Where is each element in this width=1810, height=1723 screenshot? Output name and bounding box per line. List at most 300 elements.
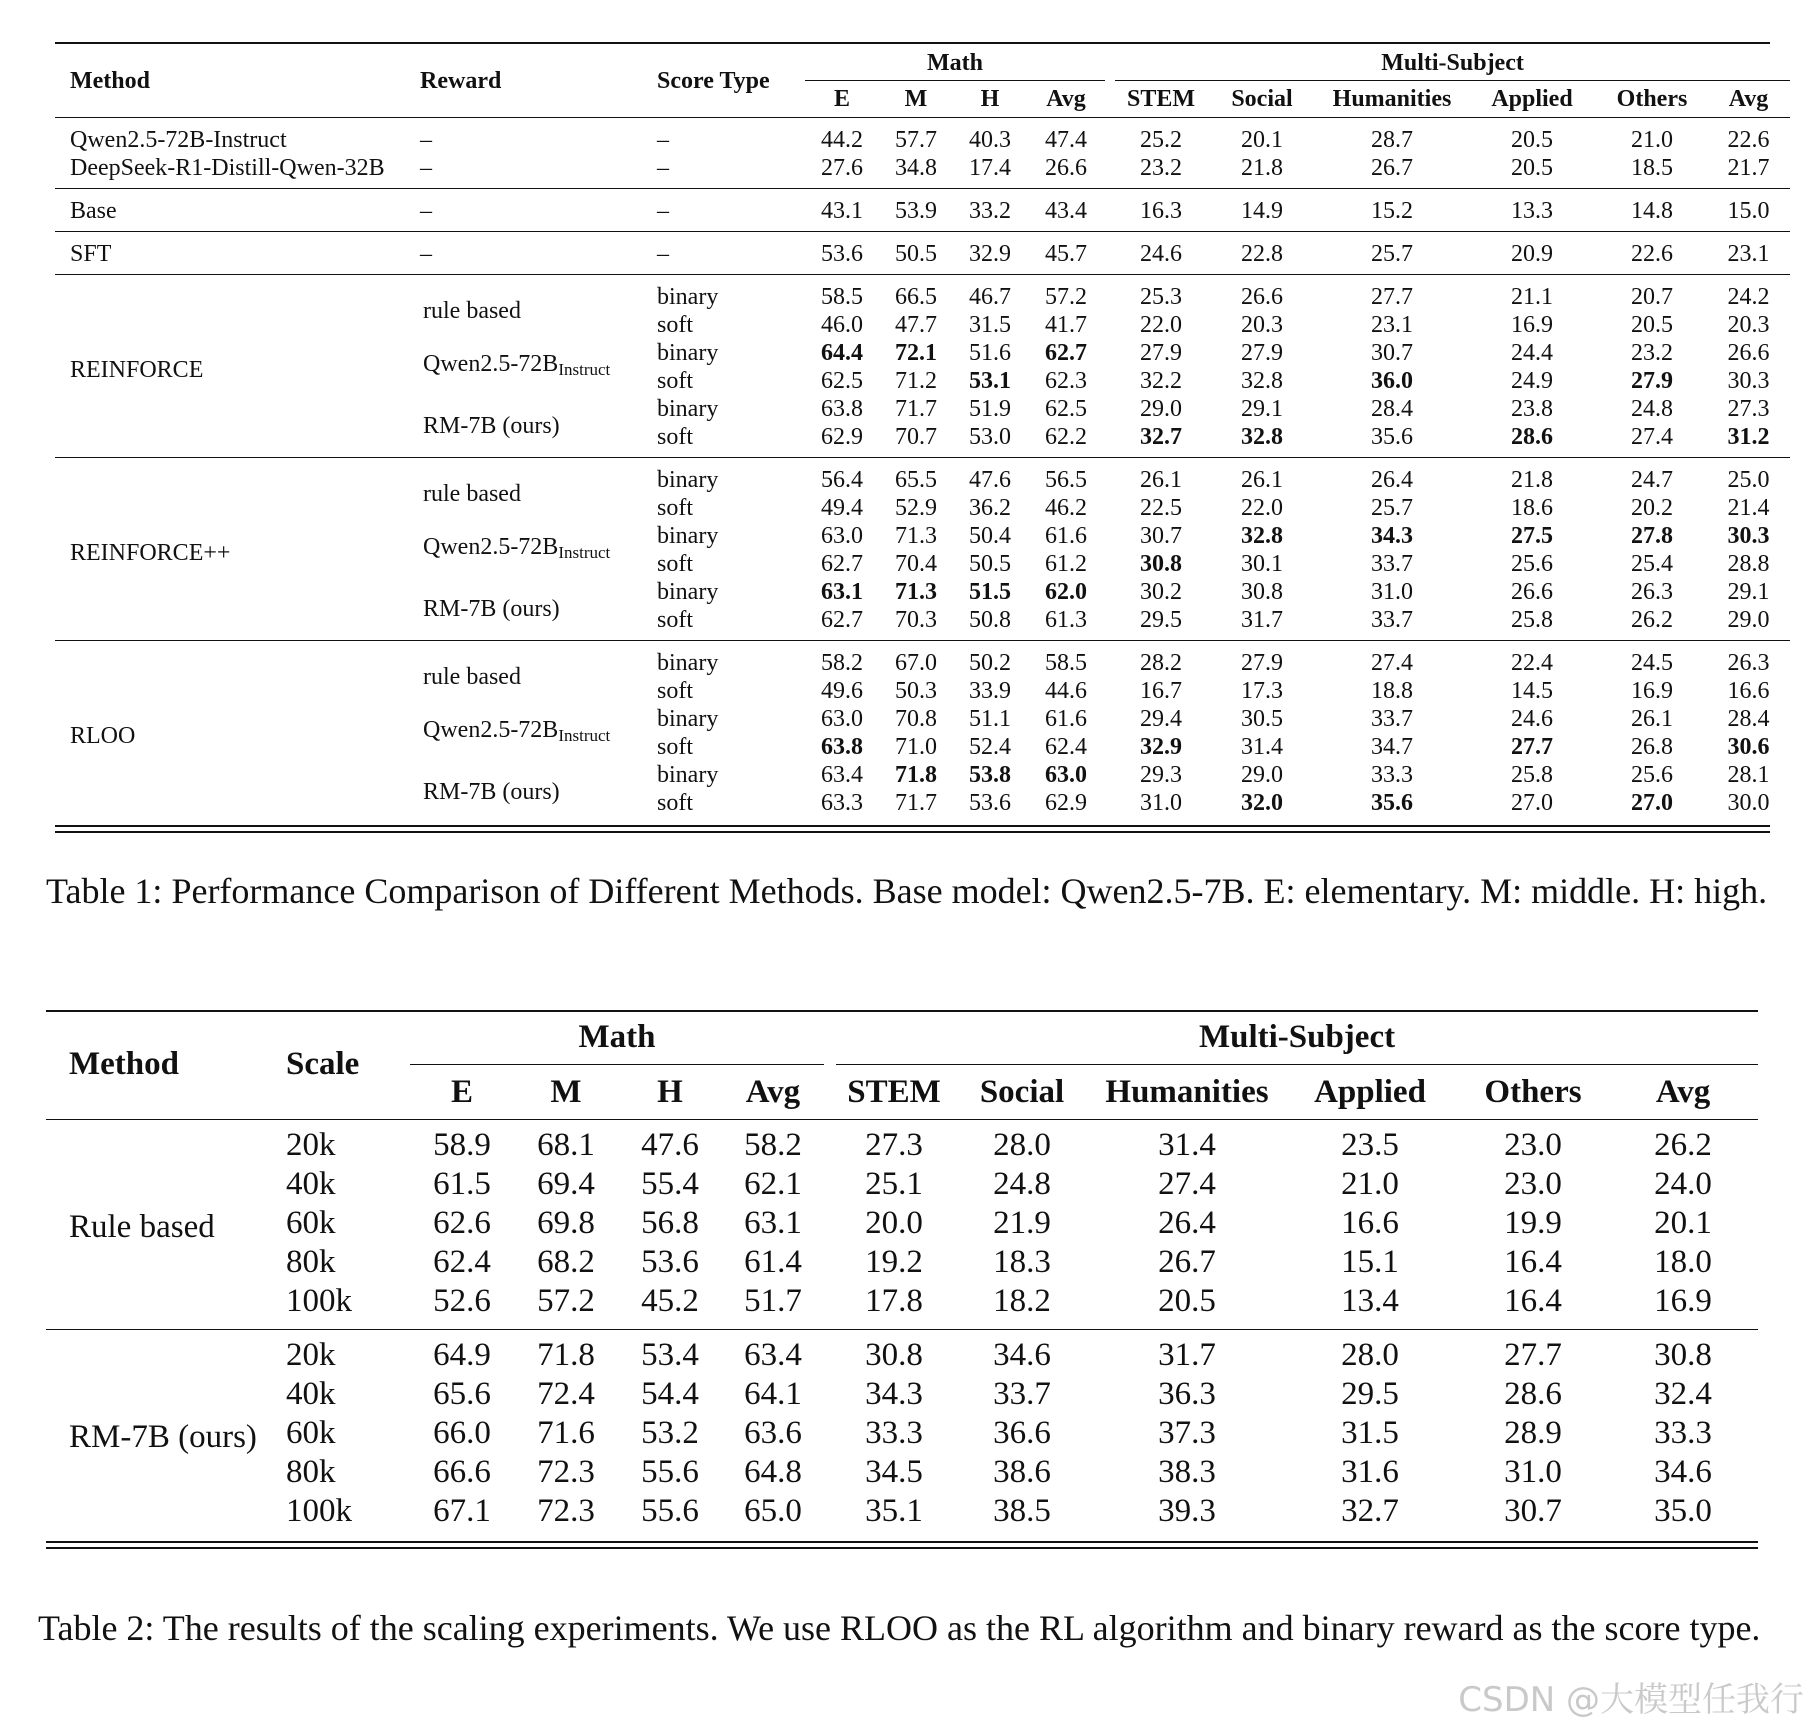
table-2-caption: Table 2: The results of the scaling experiments. We use RLOO as the RL algorithm and binary reward as the score type. bbox=[38, 1608, 1761, 1648]
value-cell: 52.6 bbox=[433, 1283, 491, 1319]
table-row bbox=[55, 232, 1790, 275]
value-cell: 23.2 bbox=[1631, 340, 1673, 366]
value-cell: 32.7 bbox=[1341, 1493, 1399, 1529]
scale-cell: 40k bbox=[286, 1376, 336, 1412]
value-cell: 64.8 bbox=[744, 1454, 802, 1490]
value-cell: 27.3 bbox=[865, 1127, 923, 1163]
value-cell: 53.6 bbox=[641, 1244, 699, 1280]
score-cell: soft bbox=[657, 495, 693, 521]
value-cell: 72.3 bbox=[537, 1493, 595, 1529]
value-cell: 44.6 bbox=[1045, 678, 1087, 704]
value-cell: 24.0 bbox=[1654, 1166, 1712, 1202]
table-row bbox=[55, 118, 1790, 155]
reward-label: Qwen2.5-72B bbox=[423, 534, 559, 560]
value-cell: 25.1 bbox=[865, 1166, 923, 1202]
method-cell: RLOO bbox=[70, 723, 136, 749]
score-cell: binary bbox=[657, 650, 719, 676]
value-cell: 51.7 bbox=[744, 1283, 802, 1319]
value-cell: 20.2 bbox=[1631, 495, 1673, 521]
section-rule-based bbox=[46, 1120, 1758, 1330]
value-cell: 15.1 bbox=[1341, 1244, 1399, 1280]
value-cell: 58.5 bbox=[821, 284, 863, 310]
value-cell: 70.3 bbox=[895, 607, 937, 633]
value-cell: 16.6 bbox=[1727, 678, 1770, 704]
value-cell: 15.0 bbox=[1727, 198, 1770, 224]
value-cell: 31.0 bbox=[1504, 1454, 1562, 1490]
value-cell: 34.7 bbox=[1371, 734, 1413, 760]
value-cell: 50.8 bbox=[969, 607, 1011, 633]
value-cell: 22.0 bbox=[1140, 312, 1182, 338]
value-cell: 63.1 bbox=[744, 1205, 802, 1241]
value-cell: 29.1 bbox=[1241, 396, 1283, 422]
value-cell: 32.7 bbox=[1140, 424, 1182, 450]
value-cell: 62.7 bbox=[821, 551, 863, 577]
value-cell: 16.9 bbox=[1631, 678, 1673, 704]
value-cell: 25.2 bbox=[1140, 127, 1182, 153]
value-cell: 33.3 bbox=[865, 1415, 923, 1451]
value-cell: 29.5 bbox=[1140, 607, 1182, 633]
value-cell: 16.6 bbox=[1341, 1205, 1399, 1241]
value-cell: 61.3 bbox=[1045, 607, 1087, 633]
value-cell: 18.6 bbox=[1511, 495, 1553, 521]
value-cell: 55.6 bbox=[641, 1454, 699, 1490]
score-cell: binary bbox=[657, 396, 719, 422]
header-stem: STEM bbox=[1126, 85, 1195, 112]
value-cell: 67.1 bbox=[433, 1493, 491, 1529]
value-cell: 65.5 bbox=[895, 467, 937, 493]
table-row bbox=[46, 1120, 1758, 1166]
value-cell: 66.5 bbox=[895, 284, 937, 310]
value-cell: 22.5 bbox=[1140, 495, 1182, 521]
value-cell: 64.9 bbox=[433, 1337, 491, 1373]
header-method: Method bbox=[70, 68, 150, 94]
score-cell: soft bbox=[657, 790, 693, 816]
table-2 bbox=[46, 1010, 1758, 1539]
method-cell: Base bbox=[70, 198, 117, 224]
header-math-avg: Avg bbox=[1046, 85, 1086, 112]
header-multi-subject-group: Multi-Subject bbox=[1115, 42, 1790, 81]
reward-cell bbox=[420, 339, 657, 395]
value-cell: 16.3 bbox=[1140, 198, 1182, 224]
scale-cell: 80k bbox=[286, 1454, 336, 1490]
value-cell: 20.1 bbox=[1654, 1205, 1712, 1241]
value-cell: 56.4 bbox=[821, 467, 863, 493]
header-math-group: Math bbox=[410, 1010, 824, 1065]
header-math-m: M bbox=[550, 1073, 582, 1110]
header-method: Method bbox=[69, 1046, 179, 1082]
value-cell: 25.7 bbox=[1371, 495, 1413, 521]
table-row bbox=[46, 1165, 1758, 1204]
value-cell: 27.3 bbox=[1727, 396, 1770, 422]
value-cell: 18.0 bbox=[1654, 1244, 1712, 1280]
header-social: Social bbox=[979, 1073, 1065, 1110]
value-cell: 33.7 bbox=[1371, 706, 1413, 732]
value-cell: 58.2 bbox=[744, 1127, 802, 1163]
table-2-top-rule bbox=[46, 1010, 1758, 1012]
value-cell: 21.9 bbox=[993, 1205, 1051, 1241]
value-cell: 31.5 bbox=[969, 312, 1011, 338]
value-cell: 62.2 bbox=[1045, 424, 1087, 450]
score-cell: soft bbox=[657, 368, 693, 394]
method-cell: REINFORCE++ bbox=[70, 540, 231, 566]
value-cell: 20.5 bbox=[1158, 1283, 1216, 1319]
value-cell: 61.6 bbox=[1045, 523, 1087, 549]
score-cell: binary bbox=[657, 762, 719, 788]
value-cell: 55.6 bbox=[641, 1493, 699, 1529]
value-cell: 47.6 bbox=[641, 1127, 699, 1163]
value-cell: 31.0 bbox=[1140, 790, 1182, 816]
value-cell: 26.6 bbox=[1241, 284, 1283, 310]
value-cell: 17.4 bbox=[969, 155, 1011, 181]
value-cell: 61.5 bbox=[433, 1166, 491, 1202]
value-cell: 20.3 bbox=[1727, 312, 1770, 338]
value-cell: 71.0 bbox=[895, 734, 937, 760]
header-applied: Applied bbox=[1491, 85, 1573, 112]
value-cell: 35.0 bbox=[1654, 1493, 1712, 1529]
value-cell: 20.5 bbox=[1511, 155, 1553, 181]
score-cell: soft bbox=[657, 312, 693, 338]
value-cell: 47.4 bbox=[1045, 127, 1087, 153]
value-cell: 43.4 bbox=[1045, 198, 1087, 224]
value-cell: 62.5 bbox=[821, 368, 863, 394]
value-cell: 31.4 bbox=[1241, 734, 1283, 760]
value-cell: 30.0 bbox=[1727, 790, 1770, 816]
reward-cell: rule based bbox=[423, 481, 521, 507]
value-cell: 61.2 bbox=[1045, 551, 1087, 577]
scale-cell: 80k bbox=[286, 1244, 336, 1280]
value-cell: 32.9 bbox=[969, 241, 1011, 267]
table-row bbox=[46, 1414, 1758, 1453]
value-cell: 28.0 bbox=[993, 1127, 1051, 1163]
scale-cell: 20k bbox=[286, 1127, 336, 1163]
value-cell: 32.8 bbox=[1241, 523, 1283, 549]
value-cell: 20.1 bbox=[1241, 127, 1283, 153]
scale-cell: 100k bbox=[286, 1283, 352, 1319]
value-cell: 20.9 bbox=[1511, 241, 1553, 267]
value-cell: 31.5 bbox=[1341, 1415, 1399, 1451]
value-cell: 72.3 bbox=[537, 1454, 595, 1490]
value-cell: 18.8 bbox=[1371, 678, 1413, 704]
header-scale: Scale bbox=[286, 1046, 360, 1082]
value-cell: 34.5 bbox=[865, 1454, 923, 1490]
reward-cell: RM-7B (ours) bbox=[423, 596, 560, 622]
value-cell: 72.1 bbox=[895, 340, 937, 366]
value-cell: 25.3 bbox=[1140, 284, 1182, 310]
table-row bbox=[46, 1453, 1758, 1492]
value-cell: 27.5 bbox=[1511, 523, 1553, 549]
value-cell: 27.9 bbox=[1241, 650, 1283, 676]
score-cell: – bbox=[657, 155, 669, 181]
value-cell: 13.4 bbox=[1341, 1283, 1399, 1319]
value-cell: 63.0 bbox=[1045, 762, 1087, 788]
value-cell: 64.1 bbox=[744, 1376, 802, 1412]
table-row bbox=[55, 189, 1790, 232]
value-cell: 51.6 bbox=[969, 340, 1011, 366]
value-cell: 27.9 bbox=[1140, 340, 1182, 366]
value-cell: 25.4 bbox=[1631, 551, 1673, 577]
value-cell: 30.3 bbox=[1727, 523, 1770, 549]
value-cell: 26.8 bbox=[1631, 734, 1673, 760]
value-cell: 30.5 bbox=[1241, 706, 1283, 732]
table-1-caption: Table 1: Performance Comparison of Different Methods. Base model: Qwen2.5-7B. E: elementary. M: middle. H: high. bbox=[46, 871, 1768, 911]
header-math-e: E bbox=[450, 1073, 473, 1110]
value-cell: 22.4 bbox=[1511, 650, 1553, 676]
table-row bbox=[46, 1282, 1758, 1330]
value-cell: 65.6 bbox=[433, 1376, 491, 1412]
section-reinforce-plus-plus bbox=[55, 458, 1790, 641]
value-cell: 62.1 bbox=[744, 1166, 802, 1202]
value-cell: 25.7 bbox=[1371, 241, 1413, 267]
table-row bbox=[55, 275, 1790, 312]
value-cell: 57.2 bbox=[537, 1283, 595, 1319]
value-cell: 29.1 bbox=[1727, 579, 1770, 605]
value-cell: 28.1 bbox=[1727, 762, 1770, 788]
score-cell: – bbox=[657, 241, 669, 267]
score-cell: binary bbox=[657, 706, 719, 732]
value-cell: 24.8 bbox=[1631, 396, 1673, 422]
value-cell: 22.8 bbox=[1241, 241, 1283, 267]
value-cell: 53.4 bbox=[641, 1337, 699, 1373]
value-cell: 20.5 bbox=[1631, 312, 1673, 338]
value-cell: 26.3 bbox=[1631, 579, 1673, 605]
header-math-group: Math bbox=[805, 42, 1105, 81]
value-cell: 27.9 bbox=[1631, 368, 1673, 394]
method-cell: SFT bbox=[70, 241, 112, 267]
value-cell: 72.4 bbox=[537, 1376, 595, 1412]
method-cell: Rule based bbox=[69, 1209, 215, 1245]
value-cell: 34.3 bbox=[1371, 523, 1413, 549]
value-cell: 49.6 bbox=[821, 678, 863, 704]
value-cell: 61.4 bbox=[744, 1244, 802, 1280]
value-cell: 26.4 bbox=[1158, 1205, 1216, 1241]
value-cell: 46.7 bbox=[969, 284, 1011, 310]
scale-cell: 60k bbox=[286, 1205, 336, 1241]
table-row bbox=[46, 1492, 1758, 1539]
value-cell: 58.2 bbox=[821, 650, 863, 676]
value-cell: 24.7 bbox=[1631, 467, 1673, 493]
value-cell: 51.9 bbox=[969, 396, 1011, 422]
value-cell: 38.6 bbox=[993, 1454, 1051, 1490]
value-cell: 26.6 bbox=[1511, 579, 1553, 605]
value-cell: 62.4 bbox=[433, 1244, 491, 1280]
value-cell: 25.8 bbox=[1511, 762, 1553, 788]
value-cell: 62.7 bbox=[1045, 340, 1087, 366]
header-score-type: Score Type bbox=[657, 68, 770, 94]
value-cell: 33.9 bbox=[969, 678, 1011, 704]
value-cell: 32.4 bbox=[1654, 1376, 1712, 1412]
value-cell: 28.4 bbox=[1727, 706, 1770, 732]
value-cell: 17.8 bbox=[865, 1283, 923, 1319]
value-cell: 62.5 bbox=[1045, 396, 1087, 422]
value-cell: 37.3 bbox=[1158, 1415, 1216, 1451]
value-cell: 29.0 bbox=[1241, 762, 1283, 788]
value-cell: 16.7 bbox=[1140, 678, 1182, 704]
reward-label: Qwen2.5-72B bbox=[423, 717, 559, 743]
value-cell: 50.5 bbox=[969, 551, 1011, 577]
reward-label-subscript: Instruct bbox=[558, 543, 611, 562]
value-cell: 70.8 bbox=[895, 706, 937, 732]
value-cell: 52.4 bbox=[969, 734, 1011, 760]
table-2-header bbox=[46, 1010, 1758, 1120]
value-cell: 57.2 bbox=[1045, 284, 1087, 310]
value-cell: 20.3 bbox=[1241, 312, 1283, 338]
section-rloo bbox=[55, 641, 1790, 824]
value-cell: 62.9 bbox=[1045, 790, 1087, 816]
value-cell: 28.8 bbox=[1727, 551, 1770, 577]
value-cell: 27.4 bbox=[1371, 650, 1413, 676]
header-humanities: Humanities bbox=[1332, 85, 1452, 112]
value-cell: 20.5 bbox=[1511, 127, 1553, 153]
value-cell: 58.5 bbox=[1045, 650, 1087, 676]
value-cell: 55.4 bbox=[641, 1166, 699, 1202]
value-cell: 57.7 bbox=[895, 127, 937, 153]
value-cell: 26.2 bbox=[1654, 1127, 1712, 1163]
method-cell: RM-7B (ours) bbox=[69, 1419, 257, 1455]
reward-cell: – bbox=[420, 198, 432, 224]
header-math-avg: Avg bbox=[745, 1073, 801, 1110]
value-cell: 63.4 bbox=[744, 1337, 802, 1373]
score-cell: soft bbox=[657, 607, 693, 633]
reward-cell: RM-7B (ours) bbox=[423, 779, 560, 805]
value-cell: 30.8 bbox=[1241, 579, 1283, 605]
table-row bbox=[55, 154, 1790, 189]
table-1-bottom-rule bbox=[55, 825, 1770, 833]
value-cell: 71.7 bbox=[895, 396, 937, 422]
value-cell: 24.8 bbox=[993, 1166, 1051, 1202]
value-cell: 49.4 bbox=[821, 495, 863, 521]
value-cell: 23.2 bbox=[1140, 155, 1182, 181]
value-cell: 32.8 bbox=[1241, 424, 1283, 450]
value-cell: 20.7 bbox=[1631, 284, 1673, 310]
value-cell: 26.1 bbox=[1140, 467, 1182, 493]
table-1-top-rule bbox=[55, 42, 1770, 44]
value-cell: 58.9 bbox=[433, 1127, 491, 1163]
value-cell: 29.0 bbox=[1727, 607, 1770, 633]
score-cell: – bbox=[657, 127, 669, 153]
score-cell: soft bbox=[657, 734, 693, 760]
header-others: Others bbox=[1616, 85, 1688, 112]
section-sft bbox=[55, 232, 1790, 275]
value-cell: 24.9 bbox=[1511, 368, 1553, 394]
value-cell: 70.4 bbox=[895, 551, 937, 577]
value-cell: 53.8 bbox=[969, 762, 1011, 788]
table-1-grid bbox=[55, 42, 1790, 823]
value-cell: 71.8 bbox=[895, 762, 937, 788]
value-cell: 53.6 bbox=[821, 241, 863, 267]
reward-cell bbox=[420, 522, 657, 578]
value-cell: 36.0 bbox=[1371, 368, 1413, 394]
header-humanities: Humanities bbox=[1105, 1073, 1269, 1110]
value-cell: 36.3 bbox=[1158, 1376, 1216, 1412]
value-cell: 31.4 bbox=[1158, 1127, 1216, 1163]
header-stem: STEM bbox=[847, 1073, 941, 1110]
value-cell: 19.2 bbox=[865, 1244, 923, 1280]
value-cell: 28.4 bbox=[1371, 396, 1413, 422]
value-cell: 16.9 bbox=[1654, 1283, 1712, 1319]
value-cell: 34.8 bbox=[895, 155, 937, 181]
value-cell: 68.1 bbox=[537, 1127, 595, 1163]
reward-label-subscript: Instruct bbox=[558, 726, 611, 745]
value-cell: 36.2 bbox=[969, 495, 1011, 521]
value-cell: 33.7 bbox=[1371, 607, 1413, 633]
value-cell: 62.0 bbox=[1045, 579, 1087, 605]
table-1 bbox=[55, 42, 1770, 823]
value-cell: 23.0 bbox=[1504, 1127, 1562, 1163]
value-cell: 33.2 bbox=[969, 198, 1011, 224]
value-cell: 30.8 bbox=[865, 1337, 923, 1373]
reward-cell: – bbox=[420, 127, 432, 153]
value-cell: 27.6 bbox=[821, 155, 863, 181]
value-cell: 30.8 bbox=[1654, 1337, 1712, 1373]
value-cell: 30.2 bbox=[1140, 579, 1182, 605]
value-cell: 63.0 bbox=[821, 706, 863, 732]
value-cell: 50.3 bbox=[895, 678, 937, 704]
value-cell: 24.6 bbox=[1511, 706, 1553, 732]
value-cell: 50.4 bbox=[969, 523, 1011, 549]
table-row bbox=[46, 1243, 1758, 1282]
value-cell: 65.0 bbox=[744, 1493, 802, 1529]
value-cell: 28.6 bbox=[1511, 424, 1553, 450]
value-cell: 34.3 bbox=[865, 1376, 923, 1412]
value-cell: 54.4 bbox=[641, 1376, 699, 1412]
value-cell: 31.2 bbox=[1727, 424, 1770, 450]
section-baselines bbox=[55, 118, 1790, 189]
header-social: Social bbox=[1231, 85, 1293, 112]
value-cell: 50.2 bbox=[969, 650, 1011, 676]
header-math-h: H bbox=[657, 1073, 683, 1110]
value-cell: 44.2 bbox=[821, 127, 863, 153]
value-cell: 25.8 bbox=[1511, 607, 1553, 633]
value-cell: 23.1 bbox=[1371, 312, 1413, 338]
value-cell: 56.5 bbox=[1045, 467, 1087, 493]
value-cell: 28.6 bbox=[1504, 1376, 1562, 1412]
value-cell: 27.7 bbox=[1504, 1337, 1562, 1373]
value-cell: 69.8 bbox=[537, 1205, 595, 1241]
value-cell: 63.1 bbox=[821, 579, 863, 605]
value-cell: 63.3 bbox=[821, 790, 863, 816]
value-cell: 21.0 bbox=[1631, 127, 1673, 153]
value-cell: 26.4 bbox=[1371, 467, 1413, 493]
reward-label-subscript: Instruct bbox=[558, 360, 611, 379]
scale-cell: 100k bbox=[286, 1493, 352, 1529]
score-cell: – bbox=[657, 198, 669, 224]
value-cell: 21.8 bbox=[1241, 155, 1283, 181]
scale-cell: 40k bbox=[286, 1166, 336, 1202]
value-cell: 19.9 bbox=[1504, 1205, 1562, 1241]
value-cell: 30.3 bbox=[1727, 368, 1770, 394]
value-cell: 24.6 bbox=[1140, 241, 1182, 267]
value-cell: 33.3 bbox=[1371, 762, 1413, 788]
value-cell: 71.7 bbox=[895, 790, 937, 816]
value-cell: 64.4 bbox=[821, 340, 863, 366]
value-cell: 28.9 bbox=[1504, 1415, 1562, 1451]
value-cell: 34.6 bbox=[1654, 1454, 1712, 1490]
value-cell: 50.5 bbox=[895, 241, 937, 267]
value-cell: 38.3 bbox=[1158, 1454, 1216, 1490]
header-math-e: E bbox=[833, 85, 850, 112]
value-cell: 66.6 bbox=[433, 1454, 491, 1490]
value-cell: 20.0 bbox=[865, 1205, 923, 1241]
value-cell: 26.7 bbox=[1371, 155, 1413, 181]
value-cell: 62.3 bbox=[1045, 368, 1087, 394]
reward-cell: rule based bbox=[423, 298, 521, 324]
value-cell: 71.6 bbox=[537, 1415, 595, 1451]
value-cell: 32.8 bbox=[1241, 368, 1283, 394]
score-cell: binary bbox=[657, 340, 719, 366]
value-cell: 71.8 bbox=[537, 1337, 595, 1373]
score-cell: soft bbox=[657, 424, 693, 450]
value-cell: 53.0 bbox=[969, 424, 1011, 450]
